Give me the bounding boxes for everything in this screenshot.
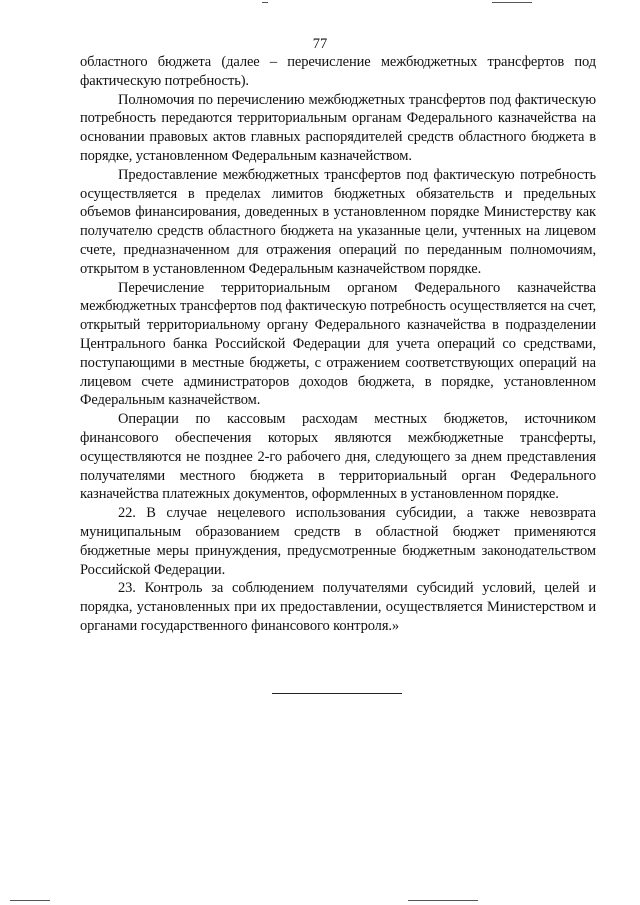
paragraph-continuation: областного бюджета (далее – перечисление межбюджетных трансфертов под фактическую потребность). bbox=[80, 54, 596, 89]
paragraph-operations: Операции по кассовым расходам местных бюджетов, источником финансового обеспечения которых являются межбюджетные трансферты, осуществляются не позднее 2-го рабочего дня, следующего за днем представления получателями местного бюджета в территориальный орган Федерального казначейства платежных документов, оформленных в установленном порядке. bbox=[80, 411, 596, 503]
paragraph-transfer: Перечисление территориальным органом Федерального казначейства межбюджетных трансфертов под фактическую потребность осуществляется на счет, открытый территориальному органу Федерального казначейства в подразделении Центрального банка Российской Федерации для учета операций со средствами, поступающими в местные бюджеты, с отражением соответствующих операций на лицевом счете администраторов доходов бюджета, в порядке, установленном Федеральным казначейством. bbox=[80, 279, 596, 409]
scan-artifact bbox=[262, 2, 268, 3]
paragraph-clause-22: 22. В случае нецелевого использования субсидии, а также невозврата муниципальным образованием средств в областной бюджет применяются бюджетные меры принуждения, предусмотренные бюджетным законодательством Российской Федерации. bbox=[80, 505, 596, 578]
page-number: 77 bbox=[312, 36, 328, 52]
paragraph-powers: Полномочия по перечислению межбюджетных трансфертов под фактическую потребность передаются территориальным органам Федерального казначейства на основании правовых актов главных распорядителей средств областного бюджета в порядке, установленном Федеральным казначейством. bbox=[80, 91, 596, 164]
end-divider-line bbox=[272, 693, 402, 694]
scan-artifact bbox=[408, 900, 478, 901]
scan-artifact bbox=[10, 900, 50, 901]
document-body bbox=[80, 53, 596, 636]
scan-artifact bbox=[492, 2, 532, 3]
paragraph-clause-23: 23. Контроль за соблюдением получателями субсидий условий, целей и порядка, установленных при их предоставлении, осуществляется Министерством и органами государственного финансового контроля.» bbox=[80, 580, 596, 634]
paragraph-provision: Предоставление межбюджетных трансфертов под фактическую потребность осуществляется в пределах лимитов бюджетных обязательств и предельных объемов финансирования, доведенных в установленном порядке Министерству как получателю средств областного бюджета на указанные цели, учтенных на лицевом счете, предназначенном для отражения операций по переданным полномочиям, открытом в установленном Федеральным казначейством порядке. bbox=[80, 166, 596, 277]
